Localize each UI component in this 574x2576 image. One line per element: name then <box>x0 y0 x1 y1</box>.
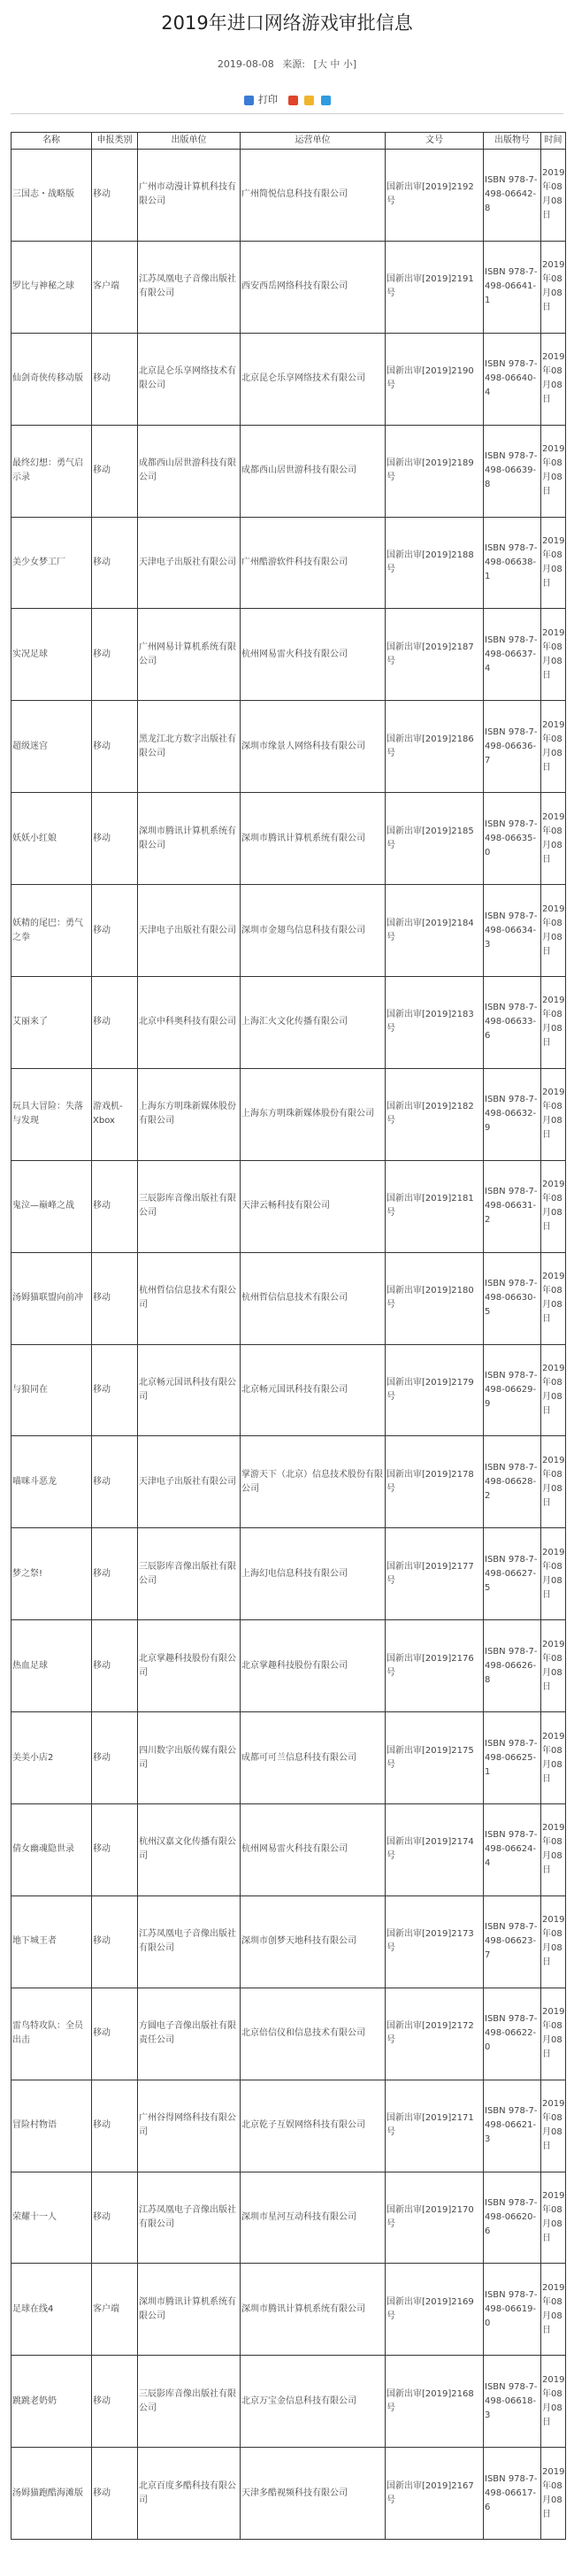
operator-cell: 深圳市创梦天地科技有限公司 <box>241 1895 386 1988</box>
category-cell: 客户端 <box>92 2264 138 2356</box>
isbn-cell: ISBN 978-7-498-06621-3 <box>484 2080 541 2172</box>
publisher-cell: 北京百度多酷科技有限公司 <box>138 2448 241 2540</box>
table-row <box>11 150 566 242</box>
doc-number-cell: 国新出审[2019]2172号 <box>386 1988 484 2080</box>
col-header-publisher: 出版单位 <box>138 133 241 150</box>
doc-number-cell: 国新出审[2019]2188号 <box>386 517 484 609</box>
game-name-cell: 艾丽来了 <box>11 977 92 1069</box>
table-row <box>11 2356 566 2448</box>
operator-cell: 天津多酷视频科技有限公司 <box>241 2448 386 2540</box>
doc-number-cell: 国新出审[2019]2175号 <box>386 1712 484 1804</box>
game-name-cell: 妖精的尾巴：勇气之拳 <box>11 885 92 977</box>
operator-cell: 深圳市缘景人网络科技有限公司 <box>241 701 386 793</box>
table-row <box>11 885 566 977</box>
game-name-cell: 鬼泣—巅峰之战 <box>11 1160 92 1252</box>
doc-number-cell: 国新出审[2019]2182号 <box>386 1068 484 1160</box>
table-row <box>11 2448 566 2540</box>
operator-cell: 深圳市腾讯计算机系统有限公司 <box>241 2264 386 2356</box>
publisher-cell: 广州网易计算机系统有限公司 <box>138 609 241 701</box>
approval-date-cell: 2019年08月08日 <box>541 1988 566 2080</box>
print-icon[interactable] <box>244 96 254 105</box>
operator-cell: 成都西山居世游科技有限公司 <box>241 425 386 517</box>
share-weibo-icon[interactable] <box>288 96 298 105</box>
table-row <box>11 701 566 793</box>
isbn-cell: ISBN 978-7-498-06632-9 <box>484 1068 541 1160</box>
doc-number-cell: 国新出审[2019]2184号 <box>386 885 484 977</box>
table-row <box>11 1712 566 1804</box>
game-name-cell: 汤姆猫联盟向前冲 <box>11 1252 92 1344</box>
doc-number-cell: 国新出审[2019]2169号 <box>386 2264 484 2356</box>
approval-date-cell: 2019年08月08日 <box>541 1068 566 1160</box>
publisher-cell: 北京昆仑乐享网络技术有限公司 <box>138 333 241 425</box>
publisher-cell: 天津电子出版社有限公司 <box>138 1436 241 1528</box>
doc-number-cell: 国新出审[2019]2174号 <box>386 1804 484 1896</box>
operator-cell: 成都可可兰信息科技有限公司 <box>241 1712 386 1804</box>
publisher-cell: 天津电子出版社有限公司 <box>138 885 241 977</box>
publisher-cell: 杭州哲信信息技术有限公司 <box>138 1252 241 1344</box>
game-name-cell: 罗比与神秘之球 <box>11 241 92 333</box>
isbn-cell: ISBN 978-7-498-06637-4 <box>484 609 541 701</box>
isbn-cell: ISBN 978-7-498-06619-0 <box>484 2264 541 2356</box>
category-cell: 移动 <box>92 701 138 793</box>
doc-number-cell: 国新出审[2019]2181号 <box>386 1160 484 1252</box>
operator-cell: 天津云畅科技有限公司 <box>241 1160 386 1252</box>
operator-cell: 北京倍信仪和信息技术有限公司 <box>241 1988 386 2080</box>
category-cell: 移动 <box>92 333 138 425</box>
game-name-cell: 最终幻想：勇气启示录 <box>11 425 92 517</box>
isbn-cell: ISBN 978-7-498-06636-7 <box>484 701 541 793</box>
isbn-cell: ISBN 978-7-498-06639-8 <box>484 425 541 517</box>
publisher-cell: 杭州汉嘉文化传播有限公司 <box>138 1804 241 1896</box>
category-cell: 移动 <box>92 1160 138 1252</box>
col-header-name: 名称 <box>11 133 92 150</box>
category-cell: 移动 <box>92 1528 138 1620</box>
operator-cell: 北京掌趣科技股份有限公司 <box>241 1620 386 1712</box>
publisher-cell: 北京畅元国讯科技有限公司 <box>138 1344 241 1436</box>
publisher-cell: 广州谷得网络科技有限公司 <box>138 2080 241 2172</box>
doc-number-cell: 国新出审[2019]2192号 <box>386 150 484 242</box>
approval-date-cell: 2019年08月08日 <box>541 1528 566 1620</box>
game-name-cell: 实况足球 <box>11 609 92 701</box>
category-cell: 移动 <box>92 2356 138 2448</box>
operator-cell: 西安西岳网络科技有限公司 <box>241 241 386 333</box>
operator-cell: 广州简悦信息科技有限公司 <box>241 150 386 242</box>
isbn-cell: ISBN 978-7-498-06625-1 <box>484 1712 541 1804</box>
category-cell: 移动 <box>92 425 138 517</box>
game-name-cell: 妖妖小红娘 <box>11 793 92 885</box>
col-header-category: 申报类别 <box>92 133 138 150</box>
approval-date-cell: 2019年08月08日 <box>541 2172 566 2264</box>
source-label: 来源: <box>282 58 306 70</box>
divider <box>11 113 563 114</box>
isbn-cell: ISBN 978-7-498-06640-4 <box>484 333 541 425</box>
game-name-cell: 三国志・战略版 <box>11 150 92 242</box>
game-name-cell: 美美小店2 <box>11 1712 92 1804</box>
category-cell: 移动 <box>92 885 138 977</box>
table-row <box>11 1160 566 1252</box>
doc-number-cell: 国新出审[2019]2176号 <box>386 1620 484 1712</box>
approval-date-cell: 2019年08月08日 <box>541 1620 566 1712</box>
approval-date-cell: 2019年08月08日 <box>541 2264 566 2356</box>
publisher-cell: 三辰影库音像出版社有限公司 <box>138 1528 241 1620</box>
category-cell: 移动 <box>92 1988 138 2080</box>
doc-number-cell: 国新出审[2019]2180号 <box>386 1252 484 1344</box>
game-name-cell: 仙剑奇侠传移动版 <box>11 333 92 425</box>
table-row <box>11 333 566 425</box>
toolbar <box>0 92 574 106</box>
isbn-cell: ISBN 978-7-498-06638-1 <box>484 517 541 609</box>
isbn-cell: ISBN 978-7-498-06631-2 <box>484 1160 541 1252</box>
approval-date-cell: 2019年08月08日 <box>541 241 566 333</box>
operator-cell: 北京畅元国讯科技有限公司 <box>241 1344 386 1436</box>
category-cell: 移动 <box>92 1712 138 1804</box>
article-meta <box>0 57 574 71</box>
table-row <box>11 2080 566 2172</box>
table-row <box>11 1895 566 1988</box>
doc-number-cell: 国新出审[2019]2191号 <box>386 241 484 333</box>
doc-number-cell: 国新出审[2019]2187号 <box>386 609 484 701</box>
approval-date-cell: 2019年08月08日 <box>541 1895 566 1988</box>
game-name-cell: 地下城王者 <box>11 1895 92 1988</box>
isbn-cell: ISBN 978-7-498-06627-5 <box>484 1528 541 1620</box>
game-name-cell: 足球在线4 <box>11 2264 92 2356</box>
table-row <box>11 241 566 333</box>
col-header-operator: 运营单位 <box>241 133 386 150</box>
game-name-cell: 跳跳老奶奶 <box>11 2356 92 2448</box>
category-cell: 移动 <box>92 2172 138 2264</box>
col-header-doc-no: 文号 <box>386 133 484 150</box>
operator-cell: 掌游天下（北京）信息技术股份有限公司 <box>241 1436 386 1528</box>
approval-date-cell: 2019年08月08日 <box>541 2080 566 2172</box>
game-name-cell: 雷鸟特攻队：全员出击 <box>11 1988 92 2080</box>
approval-date-cell: 2019年08月08日 <box>541 150 566 242</box>
publisher-cell: 成都西山居世游科技有限公司 <box>138 425 241 517</box>
game-name-cell: 美少女梦工厂 <box>11 517 92 609</box>
operator-cell: 北京万宝金信息科技有限公司 <box>241 2356 386 2448</box>
approval-date-cell: 2019年08月08日 <box>541 1160 566 1252</box>
doc-number-cell: 国新出审[2019]2170号 <box>386 2172 484 2264</box>
game-name-cell: 与狼同在 <box>11 1344 92 1436</box>
table-row <box>11 1804 566 1896</box>
isbn-cell: ISBN 978-7-498-06620-6 <box>484 2172 541 2264</box>
operator-cell: 杭州哲信信息技术有限公司 <box>241 1252 386 1344</box>
category-cell: 移动 <box>92 2448 138 2540</box>
approval-date-cell: 2019年08月08日 <box>541 1712 566 1804</box>
publisher-cell: 深圳市腾讯计算机系统有限公司 <box>138 793 241 885</box>
category-cell: 移动 <box>92 977 138 1069</box>
publisher-cell: 广州市动漫计算机科技有限公司 <box>138 150 241 242</box>
doc-number-cell: 国新出审[2019]2177号 <box>386 1528 484 1620</box>
table-row <box>11 609 566 701</box>
operator-cell: 上海汇火文化传播有限公司 <box>241 977 386 1069</box>
category-cell: 移动 <box>92 609 138 701</box>
category-cell: 移动 <box>92 1252 138 1344</box>
table-row <box>11 1068 566 1160</box>
isbn-cell: ISBN 978-7-498-06635-0 <box>484 793 541 885</box>
doc-number-cell: 国新出审[2019]2168号 <box>386 2356 484 2448</box>
doc-number-cell: 国新出审[2019]2183号 <box>386 977 484 1069</box>
approval-date-cell: 2019年08月08日 <box>541 425 566 517</box>
game-name-cell: 汤姆猫跑酷海滩版 <box>11 2448 92 2540</box>
page-title: 2019年进口网络游戏审批信息 <box>161 12 413 34</box>
doc-number-cell: 国新出审[2019]2190号 <box>386 333 484 425</box>
isbn-cell: ISBN 978-7-498-06628-2 <box>484 1436 541 1528</box>
approval-date-cell: 2019年08月08日 <box>541 2448 566 2540</box>
game-name-cell: 倩女幽魂隐世录 <box>11 1804 92 1896</box>
doc-number-cell: 国新出审[2019]2167号 <box>386 2448 484 2540</box>
category-cell: 移动 <box>92 1436 138 1528</box>
category-cell: 移动 <box>92 793 138 885</box>
table-row <box>11 1528 566 1620</box>
table-row <box>11 1436 566 1528</box>
table-row <box>11 1344 566 1436</box>
doc-number-cell: 国新出审[2019]2179号 <box>386 1344 484 1436</box>
table-row <box>11 1252 566 1344</box>
publisher-cell: 四川数字出版传媒有限公司 <box>138 1712 241 1804</box>
game-name-cell: 荣耀十一人 <box>11 2172 92 2264</box>
table-row <box>11 1988 566 2080</box>
publisher-cell: 江苏凤凰电子音像出版社有限公司 <box>138 1895 241 1988</box>
publisher-cell: 江苏凤凰电子音像出版社有限公司 <box>138 241 241 333</box>
table-row <box>11 2172 566 2264</box>
col-header-isbn: 出版物号 <box>484 133 541 150</box>
publisher-cell: 三辰影库音像出版社有限公司 <box>138 2356 241 2448</box>
print-link[interactable]: 打印 <box>258 94 278 105</box>
isbn-cell: ISBN 978-7-498-06633-6 <box>484 977 541 1069</box>
table-row <box>11 793 566 885</box>
table-row <box>11 2264 566 2356</box>
category-cell: 移动 <box>92 1344 138 1436</box>
approval-date-cell: 2019年08月08日 <box>541 1804 566 1896</box>
isbn-cell: ISBN 978-7-498-06623-7 <box>484 1895 541 1988</box>
table-row <box>11 1620 566 1712</box>
isbn-cell: ISBN 978-7-498-06641-1 <box>484 241 541 333</box>
operator-cell: 深圳市腾讯计算机系统有限公司 <box>241 793 386 885</box>
doc-number-cell: 国新出审[2019]2189号 <box>386 425 484 517</box>
category-cell: 移动 <box>92 2080 138 2172</box>
operator-cell: 上海幻电信息科技有限公司 <box>241 1528 386 1620</box>
isbn-cell: ISBN 978-7-498-06622-0 <box>484 1988 541 2080</box>
publisher-cell: 江苏凤凰电子音像出版社有限公司 <box>138 2172 241 2264</box>
approval-date-cell: 2019年08月08日 <box>541 885 566 977</box>
approval-date-cell: 2019年08月08日 <box>541 2356 566 2448</box>
publish-date: 2019-08-08 <box>217 58 274 70</box>
table-row <box>11 977 566 1069</box>
approval-date-cell: 2019年08月08日 <box>541 1344 566 1436</box>
game-name-cell: 热血足球 <box>11 1620 92 1712</box>
publisher-cell: 上海东方明珠新媒体股份有限公司 <box>138 1068 241 1160</box>
approval-date-cell: 2019年08月08日 <box>541 977 566 1069</box>
table-row <box>11 517 566 609</box>
doc-number-cell: 国新出审[2019]2171号 <box>386 2080 484 2172</box>
doc-number-cell: 国新出审[2019]2173号 <box>386 1895 484 1988</box>
share-qzone-icon[interactable] <box>304 96 314 105</box>
game-name-cell: 梦之祭! <box>11 1528 92 1620</box>
category-cell: 移动 <box>92 1895 138 1988</box>
share-more-icon[interactable] <box>321 96 331 105</box>
font-size-switcher[interactable]: [大 中 小] <box>313 58 357 70</box>
isbn-cell: ISBN 978-7-498-06618-3 <box>484 2356 541 2448</box>
approval-date-cell: 2019年08月08日 <box>541 333 566 425</box>
category-cell: 移动 <box>92 150 138 242</box>
table-row <box>11 425 566 517</box>
isbn-cell: ISBN 978-7-498-06629-9 <box>484 1344 541 1436</box>
isbn-cell: ISBN 978-7-498-06630-5 <box>484 1252 541 1344</box>
operator-cell: 杭州网易雷火科技有限公司 <box>241 609 386 701</box>
operator-cell: 深圳市金翅鸟信息科技有限公司 <box>241 885 386 977</box>
game-name-cell: 冒险村物语 <box>11 2080 92 2172</box>
category-cell: 客户端 <box>92 241 138 333</box>
doc-number-cell: 国新出审[2019]2178号 <box>386 1436 484 1528</box>
publisher-cell: 北京中科奥科技有限公司 <box>138 977 241 1069</box>
approval-date-cell: 2019年08月08日 <box>541 1252 566 1344</box>
col-header-date: 时间 <box>541 133 566 150</box>
approval-date-cell: 2019年08月08日 <box>541 793 566 885</box>
isbn-cell: ISBN 978-7-498-06626-8 <box>484 1620 541 1712</box>
category-cell: 移动 <box>92 517 138 609</box>
publisher-cell: 三辰影库音像出版社有限公司 <box>138 1160 241 1252</box>
operator-cell: 北京乾子互娱网络科技有限公司 <box>241 2080 386 2172</box>
publisher-cell: 天津电子出版社有限公司 <box>138 517 241 609</box>
doc-number-cell: 国新出审[2019]2186号 <box>386 701 484 793</box>
operator-cell: 上海东方明珠新媒体股份有限公司 <box>241 1068 386 1160</box>
game-name-cell: 玩具大冒险：失落与发现 <box>11 1068 92 1160</box>
table-header-row <box>11 133 566 150</box>
doc-number-cell: 国新出审[2019]2185号 <box>386 793 484 885</box>
game-name-cell: 喵咪斗恶龙 <box>11 1436 92 1528</box>
isbn-cell: ISBN 978-7-498-06634-3 <box>484 885 541 977</box>
approval-table <box>11 132 566 2540</box>
publisher-cell: 北京掌趣科技股份有限公司 <box>138 1620 241 1712</box>
category-cell: 移动 <box>92 1620 138 1712</box>
approval-date-cell: 2019年08月08日 <box>541 609 566 701</box>
approval-date-cell: 2019年08月08日 <box>541 1436 566 1528</box>
publisher-cell: 深圳市腾讯计算机系统有限公司 <box>138 2264 241 2356</box>
operator-cell: 深圳市星河互动科技有限公司 <box>241 2172 386 2264</box>
isbn-cell: ISBN 978-7-498-06624-4 <box>484 1804 541 1896</box>
publisher-cell: 黑龙江北方数字出版社有限公司 <box>138 701 241 793</box>
operator-cell: 广州酷游软件科技有限公司 <box>241 517 386 609</box>
operator-cell: 杭州网易雷火科技有限公司 <box>241 1804 386 1896</box>
category-cell: 移动 <box>92 1804 138 1896</box>
operator-cell: 北京昆仑乐享网络技术有限公司 <box>241 333 386 425</box>
approval-date-cell: 2019年08月08日 <box>541 517 566 609</box>
isbn-cell: ISBN 978-7-498-06642-8 <box>484 150 541 242</box>
publisher-cell: 方圆电子音像出版社有限责任公司 <box>138 1988 241 2080</box>
approval-date-cell: 2019年08月08日 <box>541 701 566 793</box>
category-cell: 游戏机-Xbox <box>92 1068 138 1160</box>
game-name-cell: 超级迷宫 <box>11 701 92 793</box>
isbn-cell: ISBN 978-7-498-06617-6 <box>484 2448 541 2540</box>
